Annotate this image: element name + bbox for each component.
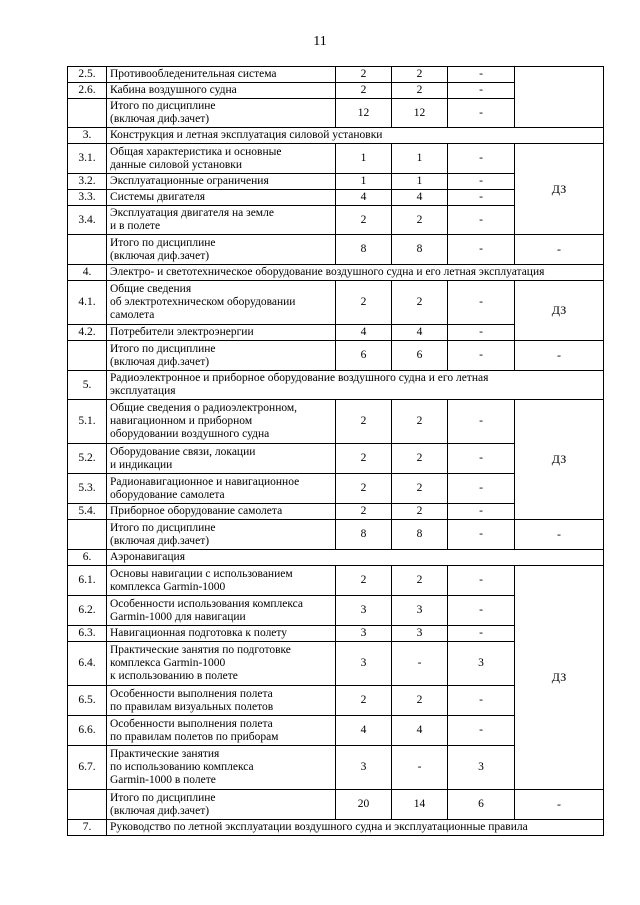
certification-form: - — [515, 341, 604, 371]
hours-practice: - — [448, 400, 515, 444]
topic-name: Особенности использования комплекса Garmin-1000 для навигации — [107, 596, 336, 626]
curriculum-table — [67, 66, 604, 836]
hours-practice: 3 — [448, 746, 515, 790]
row-number: 3.4. — [68, 206, 107, 235]
total-label: Итого по дисциплине (включая диф.зачет) — [107, 235, 336, 265]
section-title: Радиоэлектронное и приборное оборудование воздушного судна и его летная эксплуатация — [107, 371, 604, 400]
total-row — [68, 235, 604, 265]
topic-name: Общие сведения о радиоэлектронном, навигационном и приборном оборудовании воздушного судна — [107, 400, 336, 444]
topic-name: Радионавигационное и навигационное оборудование самолета — [107, 474, 336, 504]
row-number: 3.2. — [68, 174, 107, 190]
total-row — [68, 520, 604, 550]
hours-total: 20 — [336, 790, 392, 820]
table-row — [68, 144, 604, 174]
total-row — [68, 790, 604, 820]
hours-practice: - — [448, 206, 515, 235]
row-number: 7. — [68, 820, 107, 836]
hours-total: 2 — [336, 474, 392, 504]
hours-total: 2 — [336, 444, 392, 474]
section-row — [68, 128, 604, 144]
total-row — [68, 341, 604, 371]
hours-practice: - — [448, 716, 515, 746]
row-number: 5.3. — [68, 474, 107, 504]
hours-total: 3 — [336, 596, 392, 626]
hours-practice: 6 — [448, 790, 515, 820]
certification-form: - — [515, 520, 604, 550]
certification-form — [515, 67, 604, 128]
topic-name: Особенности выполнения полета по правилам визуальных полетов — [107, 686, 336, 716]
row-number: 5. — [68, 371, 107, 400]
certification-form: ДЗ — [515, 400, 604, 520]
row-number — [68, 341, 107, 371]
table-row — [68, 67, 604, 83]
hours-total: 2 — [336, 83, 392, 99]
hours-practice: - — [448, 281, 515, 325]
hours-theory: 4 — [392, 716, 448, 746]
topic-name: Практические занятия по использованию комплекса Garmin-1000 в полете — [107, 746, 336, 790]
topic-name: Особенности выполнения полета по правилам полетов по приборам — [107, 716, 336, 746]
hours-theory: - — [392, 642, 448, 686]
hours-theory: 2 — [392, 206, 448, 235]
hours-practice: - — [448, 83, 515, 99]
certification-form: ДЗ — [515, 144, 604, 235]
hours-theory: 2 — [392, 281, 448, 325]
section-row — [68, 820, 604, 836]
row-number: 3. — [68, 128, 107, 144]
section-row — [68, 550, 604, 566]
section-title: Электро- и светотехническое оборудование воздушного судна и его летная эксплуатация — [107, 265, 604, 281]
hours-theory: 8 — [392, 235, 448, 265]
row-number — [68, 99, 107, 128]
hours-practice: - — [448, 190, 515, 206]
hours-theory: 2 — [392, 474, 448, 504]
table-row — [68, 400, 604, 444]
table-row — [68, 281, 604, 325]
total-label: Итого по дисциплине (включая диф.зачет) — [107, 341, 336, 371]
hours-theory: 4 — [392, 190, 448, 206]
hours-practice: - — [448, 67, 515, 83]
hours-theory: 3 — [392, 596, 448, 626]
hours-total: 4 — [336, 716, 392, 746]
row-number: 4. — [68, 265, 107, 281]
row-number: 4.2. — [68, 325, 107, 341]
section-row — [68, 371, 604, 400]
row-number: 6.7. — [68, 746, 107, 790]
certification-form: - — [515, 790, 604, 820]
hours-practice: - — [448, 686, 515, 716]
hours-theory: 2 — [392, 444, 448, 474]
row-number — [68, 520, 107, 550]
topic-name: Навигационная подготовка к полету — [107, 626, 336, 642]
row-number: 4.1. — [68, 281, 107, 325]
section-title: Конструкция и летная эксплуатация силовой установки — [107, 128, 604, 144]
hours-theory: 2 — [392, 504, 448, 520]
hours-theory: 1 — [392, 174, 448, 190]
hours-total: 2 — [336, 566, 392, 596]
hours-total: 2 — [336, 206, 392, 235]
hours-practice: - — [448, 596, 515, 626]
total-label: Итого по дисциплине (включая диф.зачет) — [107, 790, 336, 820]
topic-name: Практические занятия по подготовке комплекса Garmin-1000 к использованию в полете — [107, 642, 336, 686]
topic-name: Приборное оборудование самолета — [107, 504, 336, 520]
row-number: 6.2. — [68, 596, 107, 626]
row-number: 6.4. — [68, 642, 107, 686]
row-number — [68, 790, 107, 820]
hours-total: 2 — [336, 504, 392, 520]
hours-total: 3 — [336, 642, 392, 686]
section-title: Руководство по летной эксплуатации воздушного судна и эксплуатационные правила — [107, 820, 604, 836]
hours-theory: 1 — [392, 144, 448, 174]
hours-total: 2 — [336, 67, 392, 83]
row-number: 6. — [68, 550, 107, 566]
hours-practice: - — [448, 99, 515, 128]
hours-total: 8 — [336, 520, 392, 550]
row-number: 2.5. — [68, 67, 107, 83]
topic-name: Эксплуатационные ограничения — [107, 174, 336, 190]
row-number: 6.1. — [68, 566, 107, 596]
certification-form: - — [515, 235, 604, 265]
hours-practice: - — [448, 444, 515, 474]
hours-practice: - — [448, 626, 515, 642]
hours-theory: 2 — [392, 400, 448, 444]
hours-practice: - — [448, 341, 515, 371]
topic-name: Противообледенительная система — [107, 67, 336, 83]
topic-name: Общие сведения об электротехническом оборудовании самолета — [107, 281, 336, 325]
hours-total: 2 — [336, 686, 392, 716]
hours-practice: - — [448, 235, 515, 265]
hours-theory: 8 — [392, 520, 448, 550]
row-number: 5.1. — [68, 400, 107, 444]
hours-theory: 4 — [392, 325, 448, 341]
total-label: Итого по дисциплине (включая диф.зачет) — [107, 520, 336, 550]
certification-form: ДЗ — [515, 566, 604, 790]
hours-theory: 6 — [392, 341, 448, 371]
hours-total: 2 — [336, 281, 392, 325]
topic-name: Основы навигации с использованием комплекса Garmin-1000 — [107, 566, 336, 596]
hours-total: 1 — [336, 174, 392, 190]
row-number: 3.3. — [68, 190, 107, 206]
hours-practice: - — [448, 566, 515, 596]
row-number: 3.1. — [68, 144, 107, 174]
hours-theory: 2 — [392, 83, 448, 99]
table-row — [68, 566, 604, 596]
hours-practice: - — [448, 325, 515, 341]
topic-name: Потребители электроэнергии — [107, 325, 336, 341]
topic-name: Кабина воздушного судна — [107, 83, 336, 99]
topic-name: Общая характеристика и основные данные силовой установки — [107, 144, 336, 174]
hours-total: 6 — [336, 341, 392, 371]
hours-total: 12 — [336, 99, 392, 128]
topic-name: Оборудование связи, локации и индикации — [107, 444, 336, 474]
hours-practice: - — [448, 144, 515, 174]
hours-theory: 2 — [392, 566, 448, 596]
hours-practice: - — [448, 504, 515, 520]
row-number: 6.6. — [68, 716, 107, 746]
total-label: Итого по дисциплине (включая диф.зачет) — [107, 99, 336, 128]
topic-name: Эксплуатация двигателя на земле и в полете — [107, 206, 336, 235]
hours-total: 3 — [336, 746, 392, 790]
section-title: Аэронавигация — [107, 550, 604, 566]
table-body — [68, 67, 604, 836]
hours-total: 3 — [336, 626, 392, 642]
hours-total: 4 — [336, 325, 392, 341]
hours-total: 1 — [336, 144, 392, 174]
certification-form: ДЗ — [515, 281, 604, 341]
section-row — [68, 265, 604, 281]
hours-theory: - — [392, 746, 448, 790]
row-number: 6.3. — [68, 626, 107, 642]
topic-name: Системы двигателя — [107, 190, 336, 206]
row-number: 2.6. — [68, 83, 107, 99]
hours-total: 8 — [336, 235, 392, 265]
row-number — [68, 235, 107, 265]
hours-theory: 2 — [392, 686, 448, 716]
row-number: 5.2. — [68, 444, 107, 474]
hours-practice: 3 — [448, 642, 515, 686]
hours-total: 2 — [336, 400, 392, 444]
hours-theory: 12 — [392, 99, 448, 128]
hours-theory: 2 — [392, 67, 448, 83]
hours-practice: - — [448, 174, 515, 190]
hours-practice: - — [448, 474, 515, 504]
hours-practice: - — [448, 520, 515, 550]
hours-theory: 14 — [392, 790, 448, 820]
hours-total: 4 — [336, 190, 392, 206]
row-number: 5.4. — [68, 504, 107, 520]
row-number: 6.5. — [68, 686, 107, 716]
page-number: 11 — [313, 34, 327, 49]
hours-theory: 3 — [392, 626, 448, 642]
